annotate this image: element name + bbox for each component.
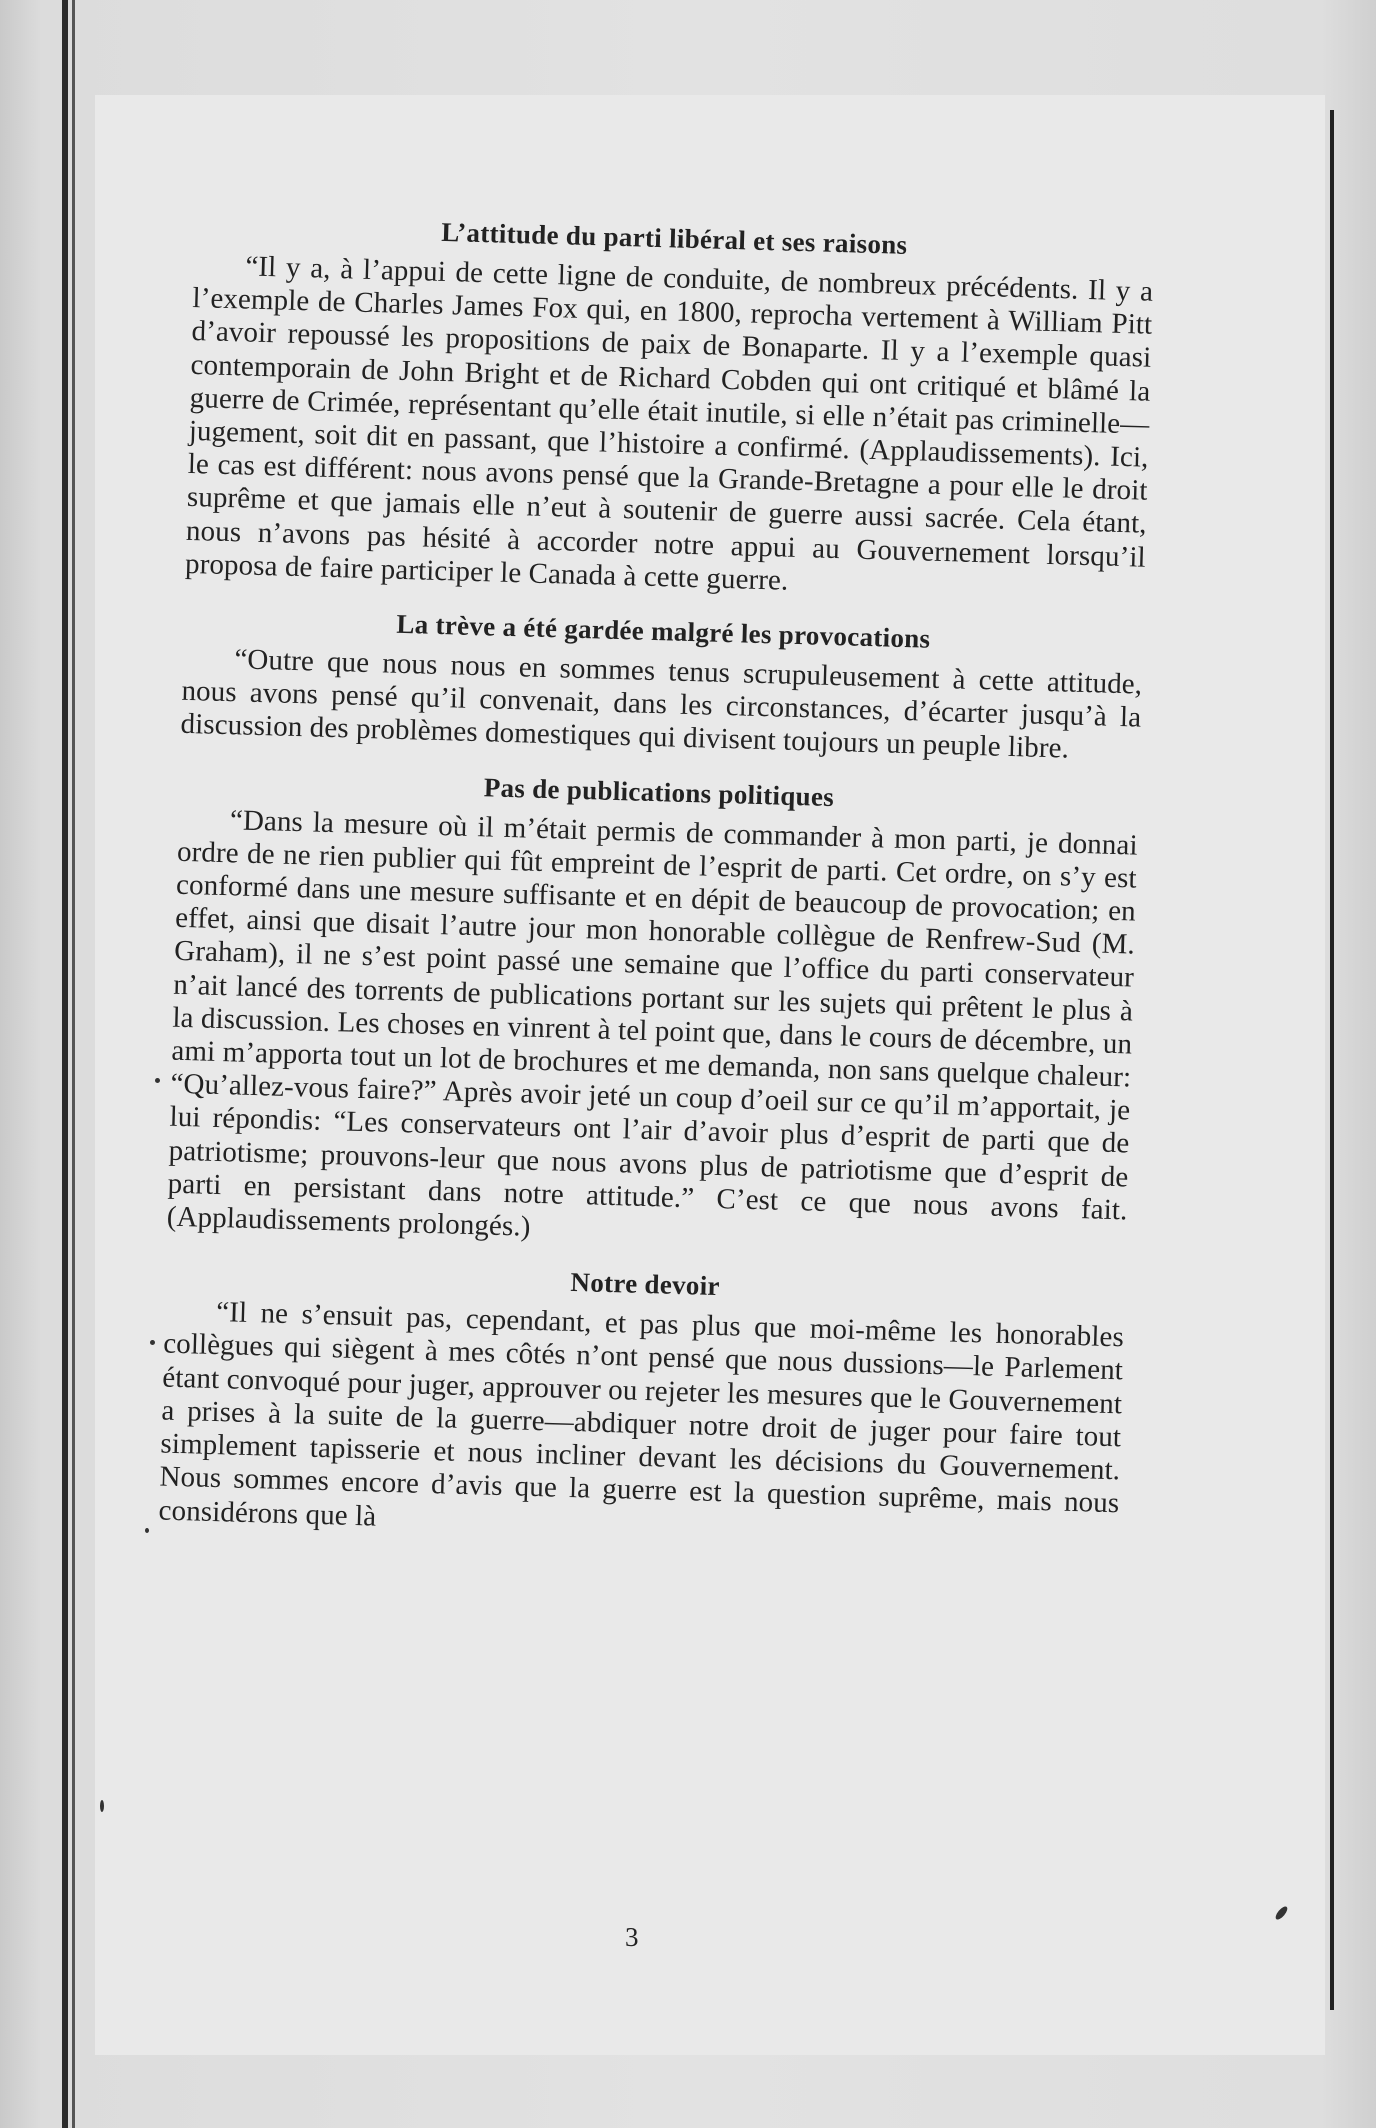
scan-speck — [155, 1078, 160, 1083]
section-heading: Notre devoir — [570, 1267, 721, 1302]
binding-edge — [62, 0, 68, 2128]
page-right-edge — [1330, 110, 1334, 2010]
scan-speck — [100, 1800, 104, 1812]
binding-edge-inner — [72, 0, 75, 2128]
document-body — [158, 210, 1155, 1576]
section-heading: La trève a été gardée malgré les provocations — [396, 608, 931, 654]
scan-speck — [145, 1528, 149, 1533]
section-paragraph: “Outre que nous nous en sommes tenus scrupuleusement à cette attitude, nous avons pensé qu’il convenait, dans les circonstances, d’écarter jusqu’à la discussion des problèmes domestiques qui divisent toujours un peuple libre. — [180, 643, 1143, 766]
scan-speck — [150, 1340, 155, 1345]
section-paragraph: “Dans la mesure où il m’était permis de commander à mon parti, je donnai ordre de ne rien publier qui fût empreint de l’esprit de parti. Cet ordre, on s’y est conformé dans une mesure suffisante et en dépit de beaucoup de provocation; en effet, ainsi que disait l’autre jour mon honorable collègue de Renfrew-Sud (M. Graham), il ne s’est point passé une semaine que l’office du parti conservateur n’ait lancé des torrents de publications portant sur les sujets qui prêtent le plus à la discussion. Les choses en vinrent à tel point que, dans le cours de décembre, un ami m’apporta tout un lot de brochures et me demanda, non sans quelque chaleur: “Qu’allez-vous faire?” Après avoir jeté un coup d’oeil sur ce qu’il m’apportait, je lui répondis: “Les conservateurs ont l’air d’avoir plus d’esprit de parti que de patriotisme; prouvons-leur que nous avons plus de patriotisme que d’esprit de parti en persistant dans notre attitude.” C’est ce que nous avons fait. (Applaudissements prolongés.) — [166, 803, 1139, 1243]
section-heading: Pas de publications politiques — [483, 771, 835, 812]
page-number: 3 — [625, 1922, 639, 1952]
section-paragraph: “Il y a, à l’appui de cette ligne de conduite, de nombreux précédents. Il y a l’exemple de Charles James Fox qui, en 1800, reprocha vertement à William Pitt d’avoir repoussé les propositions de paix de Bonaparte. Il y a l’exemple quasi contemporain de John Bright et de Richard Cobden qui ont critiqué et blâmé la guerre de Crimée, représentant qu’elle était inutile, si elle n’était pas criminelle—jugement, soit dit en passant, que l’histoire a confirmé. (Applaudissements). Ici, le cas est différent: nous avons pensé que la Grande-Bretagne a pour elle le droit suprême et que jamais elle n’eut à soutenir de guerre aussi sacrée. Cela étant, nous n’avons pas hésité à accorder notre appui au Gouvernement lorsqu’il proposa de faire participer le Canada à cette guerre. — [184, 250, 1154, 597]
section-paragraph: “Il ne s’ensuit pas, cependant, et pas plus que moi-même les honorables collègues qui siègent à mes côtés n’ont pensé que nous dussions—le Parlement étant convoqué pour juger, approuver ou rejeter les mesures que le Gouvernement a prises à la suite de la guerre—abdiquer notre droit de juger pour faire tout simplement tapisserie et nous incliner devant les décisions du Gouvernement. Nous sommes encore d’avis que la guerre est la question suprême, mais nous considérons que là — [158, 1296, 1125, 1533]
section-heading: L’attitude du parti libéral et ses raisons — [441, 216, 908, 260]
